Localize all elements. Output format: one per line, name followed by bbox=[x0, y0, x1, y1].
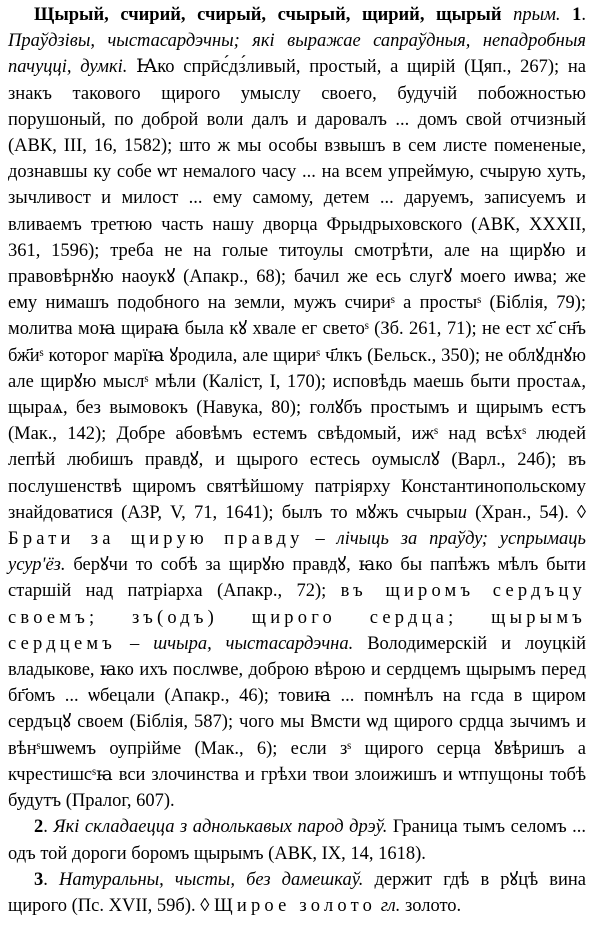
sense-number-dot: . bbox=[581, 5, 587, 25]
sense-paragraph bbox=[8, 867, 586, 919]
subentry-phrase: Щирое золото bbox=[214, 895, 377, 916]
pos-label: прым. bbox=[513, 5, 561, 25]
entry-paragraph bbox=[8, 2, 586, 814]
sense-number: 1 bbox=[572, 5, 582, 25]
citation-text: золото. bbox=[400, 895, 462, 916]
sense-paragraph bbox=[8, 814, 586, 866]
citation-text: Граница тымъ селомъ ... одъ той дороги боромъ щырымъ (АВК, IX, 14, 1618). bbox=[8, 817, 587, 864]
subentry-phrase: Брати за щирую правду bbox=[8, 529, 304, 550]
headword: Щырый, счирий, счирый, счырый, щирий, щырый bbox=[34, 5, 502, 25]
citation-text: держит гдѣ в рꙋцѣ вина щирого (Пс. XVII, 59б). ◊ bbox=[8, 869, 587, 916]
sense-number: 2 bbox=[34, 817, 44, 838]
citation-italic-fragment: и bbox=[457, 502, 467, 523]
subentry-definition: – лічыць за праўду; успрымаць усур'ёз. bbox=[8, 529, 586, 576]
subentry-phrase: въ щиромъ сердъцу своемъ; зъ(одъ) щирого сердца; щырымъ сердцемъ bbox=[8, 581, 586, 654]
sense-definition: Натуральны, чысты, без дамешкаў. bbox=[58, 869, 364, 890]
cross-reference-label: гл. bbox=[380, 895, 401, 916]
citation-text: Ꙗко спрӣс́дз́ливый, простый, а щирій (Цяп., 267); на знакъ такового щирого умыслу своего, будучій побожностью порушоный, по доброй воли далъ и даровалъ ... домъ свой отчизный (АВК, III, 16, 1582); што ж мы особы взвышъ в сем листе помененые, дознавшы ку собе ѡт немалого часу ... на всем упреймую, счырую хуть, зычливост и милост ... ему самому, детем ... даруемъ, записуемъ и вливаемъ третюю часть нашу дворца Фрыдрыховского (АВК, XXXII, 361, 1596); треба не на голые титоулы смотрѣти, але на щирꙋю и правовѣрнꙋю наоукꙋ (Апакр., 68); бачил же есь слугꙋ моего иѡва; же ему нимашъ подобного на земли, мужъ счириˢ а простыˢ (Біблія, 79); молитва моꙗ щираꙗ была кꙋ хвале ег светоˢ (Зб. 261, 71); не ест хс҃ сн҃ъ бж҃иˢ которог марїꙗ ꙋродила, але щириˢ ч҃лкъ (Бельск., 350); не облꙋднꙋю але щирꙋю мыслˢ мѣли (Каліст, I, 170); исповѣдь маешь быти простаѧ, щыраѧ, без вымовокъ (Навука, 80); голꙋбъ простымъ и щирымъ естъ (Мак., 142); Добре абовѣмъ естемъ свѣдомый, ижˢ над всѣхˢ людей лепѣй любишъ правдꙋ, и щырого естесь оумыслꙋ (Варл., 24б); въ послушенствѣ щиромъ святѣйшому патріярху Константинопольскому знайдоватися (АЗР, V, 71, 1641); былъ то мꙋжъ счыры bbox=[8, 57, 586, 523]
sense-definition: Які складаецца з аднолькавых парод дрэў. bbox=[53, 817, 388, 838]
sense-number: 3 bbox=[34, 869, 44, 890]
citation-text: Володимерскій и лоуцкій владыкове, ꙗко ихъ послѡве, доброю вѣрою и сердцемъ щырымъ перед бг҃омъ ... ѡбецали (Апакр., 46); товиꙗ ... помнѣлъ на гсда в щиром сердъцꙋ своем (Біблія, 587); чого мы Вмсти ѡд щирого срдца зычимъ и вѣнˢшѡемъ оупрійме (Мак., 6); если зˢ щирого серца ꙋвѣришъ а кчрестишсˢꙗ вси злочинства и грѣхи твои злоижишъ и ѡтпущоны тобѣ будутъ (Пралог, 607). bbox=[8, 633, 586, 812]
subentry-definition: – шчыра, чыстасардэчна. bbox=[116, 633, 354, 654]
citation-text: (Хран., 54). ◊ bbox=[466, 502, 586, 523]
sense-definition: Праўдзівы, чыстасардэчны; які выражае сапраўдныя, непадробныя пачуцці, думкі. bbox=[8, 31, 586, 78]
sense-number-dot: . bbox=[43, 817, 54, 838]
citation-text: берꙋчи то собѣ за щирꙋю правдꙋ, ꙗко бы папѣжъ мѣлъ быти старшій над патріарха (Апакр., 72); bbox=[8, 555, 586, 602]
sense-number-dot: . bbox=[43, 869, 59, 890]
